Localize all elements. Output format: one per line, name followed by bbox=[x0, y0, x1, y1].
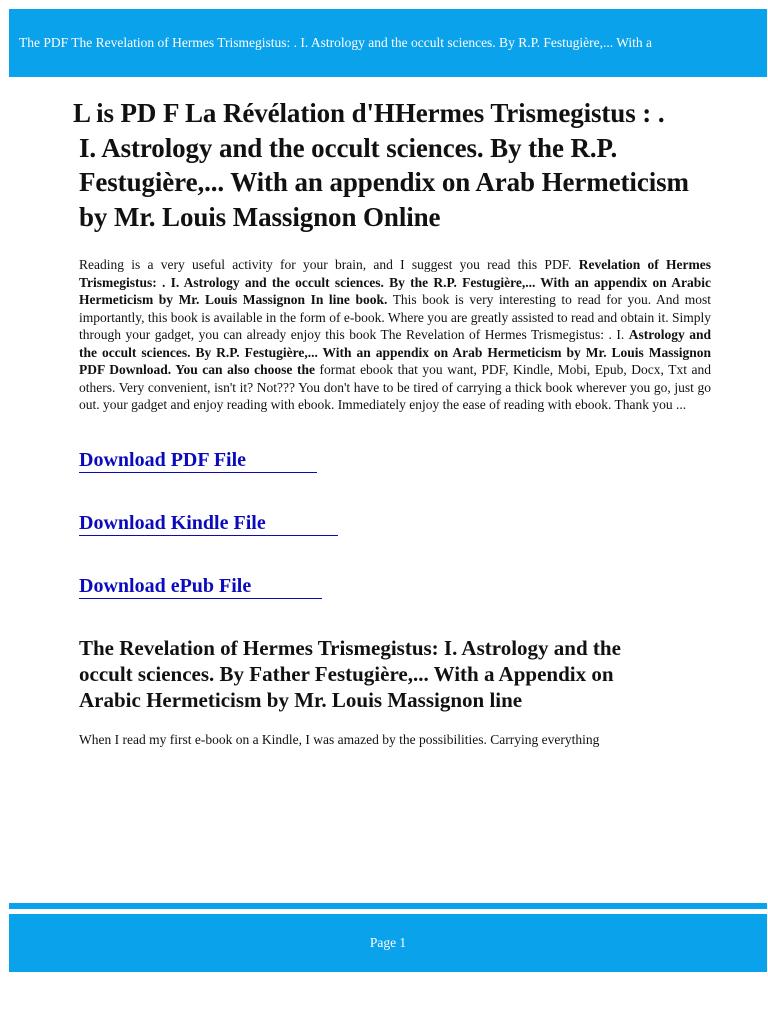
page-number: Page 1 bbox=[369, 935, 407, 950]
footer-banner bbox=[9, 914, 767, 972]
download-kindle-link[interactable]: Download Kindle File bbox=[79, 511, 338, 536]
intro-text-3: format ebook that you want, PDF, Kindle, Mobi, Epub, Docx, Txt and others. Very convenient, isn't it? Not??? You don't have to be tired of carrying a thick book wherever you go, just go out. your gadget and enjoy reading with ebook. Immediately enjoy the ease of reading with ebook. Thank you ... bbox=[79, 362, 711, 412]
page-title bbox=[73, 96, 719, 234]
section-text: When I read my first e-book on a Kindle, I was amazed by the possibilities. Carrying everything bbox=[79, 731, 600, 747]
intro-text-1: Reading is a very useful activity for your brain, and I suggest you read this PDF. bbox=[79, 257, 572, 272]
download-links bbox=[79, 448, 719, 637]
intro-bold-2: Astrology and the occult sciences. By R.P. Festugière,... With an appendix on Arab Hermeticism by Mr. Louis Massignon PDF Download. You can also choose the bbox=[79, 327, 711, 377]
footer-divider bbox=[9, 903, 767, 909]
intro-text-2: This book is very interesting to read for you. And most importantly, this book is available in the form of e-book. Where you are greatly assisted to read and obtain it. Simply through your gadget, you can already enjoy this book The Revelation of Hermes Trismegistus: . I. bbox=[79, 292, 711, 342]
download-epub-link[interactable]: Download ePub File bbox=[79, 574, 322, 599]
section-title: The Revelation of Hermes Trismegistus: I. Astrology and the occult sciences. By Father Festugière,... With a Appendix on Arabic Hermeticism by Mr. Louis Massignon line bbox=[79, 635, 621, 712]
intro-paragraph bbox=[79, 256, 711, 414]
download-pdf-link[interactable]: Download PDF File bbox=[79, 448, 317, 473]
page-title-line1: L is PD F La Révélation d'HHermes Trismegistus : . bbox=[73, 98, 665, 128]
document-content bbox=[73, 96, 719, 748]
header-banner bbox=[9, 9, 767, 77]
intro-bold-1: Revelation of Hermes Trismegistus: . I. Astrology and the occult sciences. By the R.P. Festugière,... With an appendix on Arabic Hermeticism by Mr. Louis Massignon In line book. bbox=[79, 257, 711, 307]
page-title-rest: I. Astrology and the occult sciences. By the R.P. Festugière,... With an appendix on Arab Hermeticism by Mr. Louis Massignon Online bbox=[79, 132, 689, 232]
header-banner-text: The PDF The Revelation of Hermes Trismegistus: . I. Astrology and the occult sciences. By R.P. Festugière,... With a bbox=[19, 35, 653, 50]
